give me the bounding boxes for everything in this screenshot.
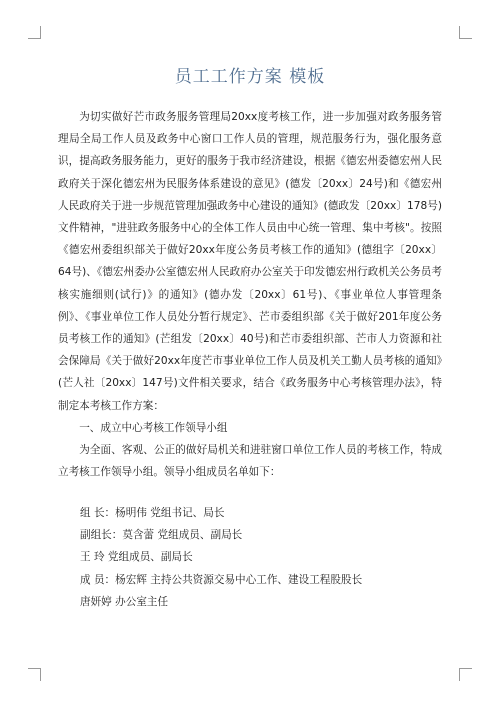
crop-mark-top-right	[459, 26, 472, 39]
leadership-roster	[80, 502, 460, 613]
intro-paragraph: 为切实做好芒市政务服务管理局20xx度考核工作，进一步加强对政务服务管理局全局工作人员及政务中心窗口工作人员的管理，规范服务行为，强化服务意识，提高政务服务能力，更好的服务于我市经济建设，根据《德宏州委德宏州人民政府关于深化德宏州为民服务体系建设的意见》(德发〔20xx〕24号)和《德宏州人民政府关于进一步规范管理加强政务中心建设的通知》(德政发〔20xx〕178号)文件精神，"进驻政务服务中心的全体工作人员由中心统一管理、集中考核"。按照《德宏州委组织部关于做好20xx年度公务员考核工作的通知》(德组字〔20xx〕64号)、《德宏州委办公室德宏州人民政府办公室关于印发德宏州行政机关公务员考核实施细则(试行)》的通知》(德办发〔20xx〕61号)、《事业单位人事管理条例》、《事业单位工作人员处分暂行规定》、芒市委组织部《关于做好201年度公务员考核工作的通知》(芒组发〔20xx〕40号)和芒市委组织部、芒市人力资源和社会保障局《关于做好20xx年度芒市事业单位工作人员及机关工勤人员考核的通知》(芒人社〔20xx〕147号)文件相关要求，结合《政务服务中心考核管理办法》，特制定本考核工作方案：	[58, 111, 442, 412]
document-title: 员工工作方案 模板	[174, 67, 326, 87]
roster-item: 副组长：莫含蕾 党组成员、副局长	[80, 529, 243, 542]
roster-item: 成 员：杨宏辉 主持公共资源交易中心工作、建设工程股股长	[80, 573, 363, 586]
section-1-paragraph: 为全面、客观、公正的做好局机关和进驻窗口单位工作人员的考核工作，特成立考核工作领导小组。领导小组成员名单如下：	[58, 444, 442, 479]
crop-mark-bottom-right	[459, 668, 472, 681]
section-1-heading: 一、成立中心考核工作领导小组	[79, 421, 228, 434]
roster-item: 组 长：杨明伟 党组书记、局长	[80, 507, 225, 519]
roster-item: 唐妍婷 办公室主任	[80, 595, 169, 608]
crop-mark-bottom-left	[28, 668, 41, 681]
roster-item: 王 玲 党组成员、副局长	[80, 551, 193, 564]
crop-mark-top-left	[28, 26, 41, 39]
document-body	[58, 106, 442, 483]
